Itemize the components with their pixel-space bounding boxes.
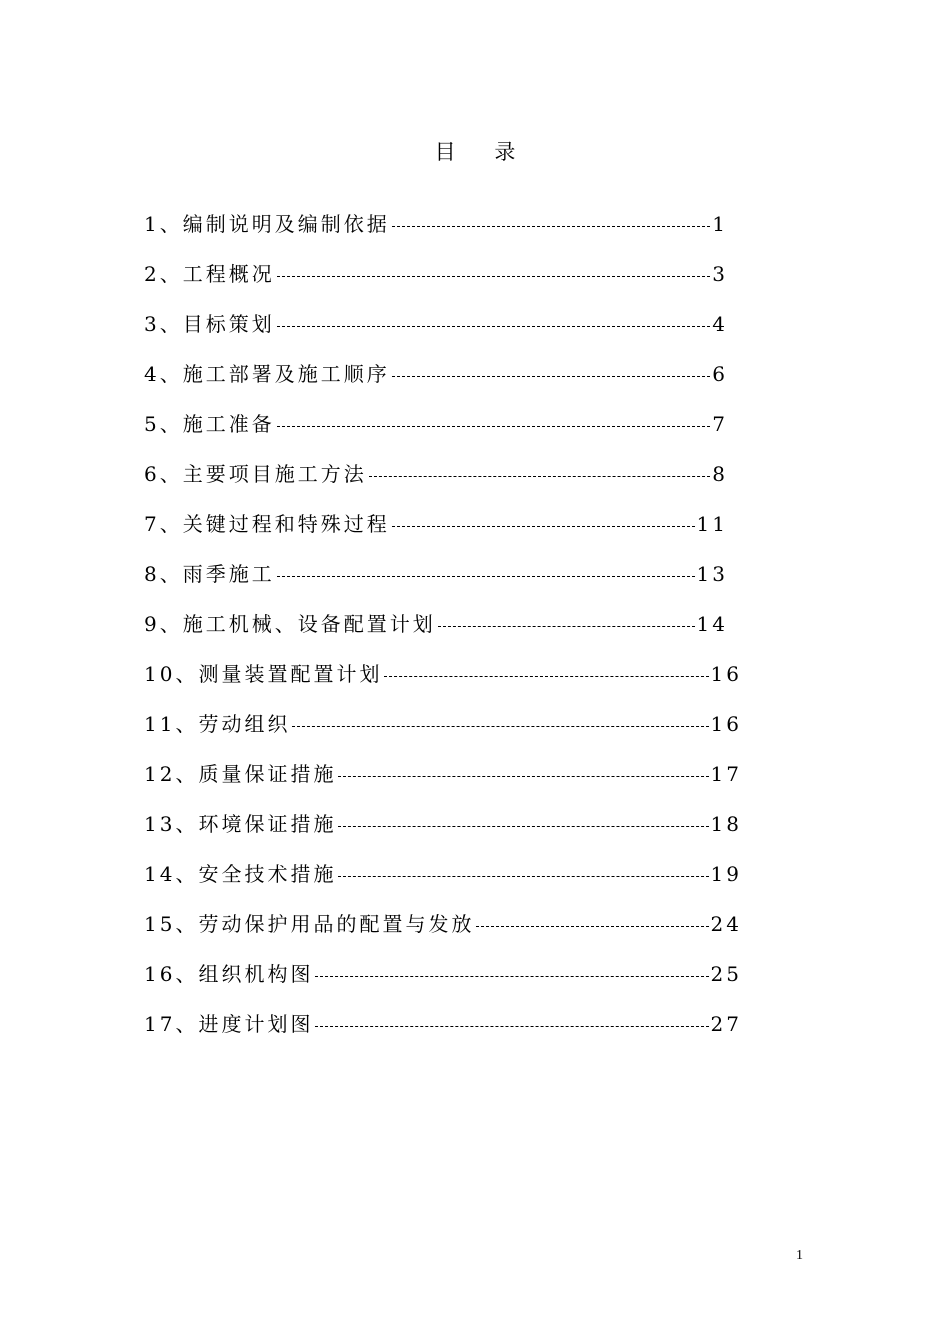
- toc-entry-number: 2、: [144, 262, 183, 286]
- toc-entry[interactable]: [144, 758, 742, 808]
- toc-entry-label: 施工机械、设备配置计划: [182, 612, 436, 636]
- toc-entry-page: 24: [710, 912, 742, 936]
- toc-entry-page: 25: [710, 962, 742, 986]
- toc-entry-number: 15、: [144, 912, 199, 936]
- toc-entry-label: 质量保证措施: [198, 762, 337, 786]
- toc-entry-number: 11、: [144, 712, 199, 736]
- toc-dot-leader: [277, 308, 711, 327]
- toc-entry[interactable]: [144, 858, 742, 908]
- page-number: 1: [796, 1248, 803, 1263]
- toc-dot-leader: [476, 908, 708, 927]
- toc-entry[interactable]: [144, 408, 728, 458]
- toc-entry[interactable]: [144, 958, 742, 1008]
- toc-entry-label: 组织机构图: [198, 962, 314, 986]
- toc-entry[interactable]: [144, 908, 742, 958]
- toc-entry[interactable]: [144, 208, 728, 258]
- toc-entry-label: 主要项目施工方法: [182, 462, 367, 486]
- toc-entry-page: 7: [712, 412, 728, 436]
- toc-entry-label: 施工部署及施工顺序: [182, 362, 390, 386]
- toc-entry[interactable]: [144, 508, 728, 558]
- toc-entry[interactable]: [144, 1008, 742, 1058]
- toc-dot-leader: [369, 458, 711, 477]
- toc-entry-number: 12、: [144, 762, 199, 786]
- toc-entry-number: 13、: [144, 812, 199, 836]
- toc-entry-label: 安全技术措施: [198, 862, 337, 886]
- toc-entry-page: 27: [710, 1012, 742, 1036]
- toc-entry[interactable]: [144, 608, 728, 658]
- toc-dot-leader: [315, 958, 708, 977]
- toc-entry[interactable]: [144, 558, 728, 608]
- toc-entry-label: 劳动保护用品的配置与发放: [198, 912, 475, 936]
- toc-entry-label: 目标策划: [182, 312, 275, 336]
- toc-entry[interactable]: [144, 458, 728, 508]
- toc-entry-page: 13: [696, 562, 728, 586]
- toc-dot-leader: [338, 808, 708, 827]
- toc-dot-leader: [392, 508, 695, 527]
- toc-dot-leader: [392, 358, 711, 377]
- toc-entry-page: 6: [712, 362, 728, 386]
- page-title: 目 录: [434, 140, 532, 164]
- toc-entry-label: 施工准备: [182, 412, 275, 436]
- toc-entry-page: 17: [710, 762, 742, 786]
- toc-entry-number: 10、: [144, 662, 199, 686]
- toc-entry-label: 测量装置配置计划: [198, 662, 383, 686]
- toc-entry-label: 雨季施工: [182, 562, 275, 586]
- toc-entry-number: 8、: [144, 562, 183, 586]
- toc-entry-label: 工程概况: [182, 262, 275, 286]
- toc-entry[interactable]: [144, 808, 742, 858]
- toc-entry-number: 4、: [144, 362, 183, 386]
- toc-entry-page: 19: [710, 862, 742, 886]
- toc-dot-leader: [277, 258, 711, 277]
- toc-entry-number: 1、: [144, 212, 183, 236]
- toc-entry-page: 18: [710, 812, 742, 836]
- toc-entry-page: 8: [712, 462, 728, 486]
- toc-entry[interactable]: [144, 708, 742, 758]
- toc-entry-page: 16: [710, 662, 742, 686]
- toc-dot-leader: [438, 608, 695, 627]
- table-of-contents: [144, 208, 764, 1058]
- toc-entry[interactable]: [144, 358, 728, 408]
- toc-dot-leader: [338, 858, 708, 877]
- toc-dot-leader: [315, 1008, 708, 1027]
- toc-dot-leader: [277, 408, 711, 427]
- toc-dot-leader: [338, 758, 708, 777]
- toc-entry-number: 16、: [144, 962, 199, 986]
- toc-entry-label: 编制说明及编制依据: [182, 212, 390, 236]
- toc-dot-leader: [292, 708, 708, 727]
- toc-entry-page: 4: [712, 312, 728, 336]
- toc-entry-page: 3: [712, 262, 728, 286]
- toc-entry-number: 9、: [144, 612, 183, 636]
- toc-entry-label: 关键过程和特殊过程: [182, 512, 390, 536]
- toc-entry[interactable]: [144, 658, 742, 708]
- toc-dot-leader: [392, 208, 711, 227]
- toc-entry-label: 进度计划图: [198, 1012, 314, 1036]
- toc-entry[interactable]: [144, 258, 728, 308]
- toc-entry-number: 5、: [144, 412, 183, 436]
- toc-entry-number: 6、: [144, 462, 183, 486]
- toc-entry-label: 劳动组织: [198, 712, 291, 736]
- toc-entry[interactable]: [144, 308, 728, 358]
- toc-entry-label: 环境保证措施: [198, 812, 337, 836]
- toc-dot-leader: [384, 658, 708, 677]
- toc-entry-number: 3、: [144, 312, 183, 336]
- toc-dot-leader: [277, 558, 695, 577]
- toc-entry-page: 14: [696, 612, 728, 636]
- toc-entry-page: 11: [696, 512, 728, 536]
- toc-entry-page: 1: [712, 212, 728, 236]
- toc-entry-number: 14、: [144, 862, 199, 886]
- toc-entry-number: 17、: [144, 1012, 199, 1036]
- toc-entry-page: 16: [710, 712, 742, 736]
- toc-entry-number: 7、: [144, 512, 183, 536]
